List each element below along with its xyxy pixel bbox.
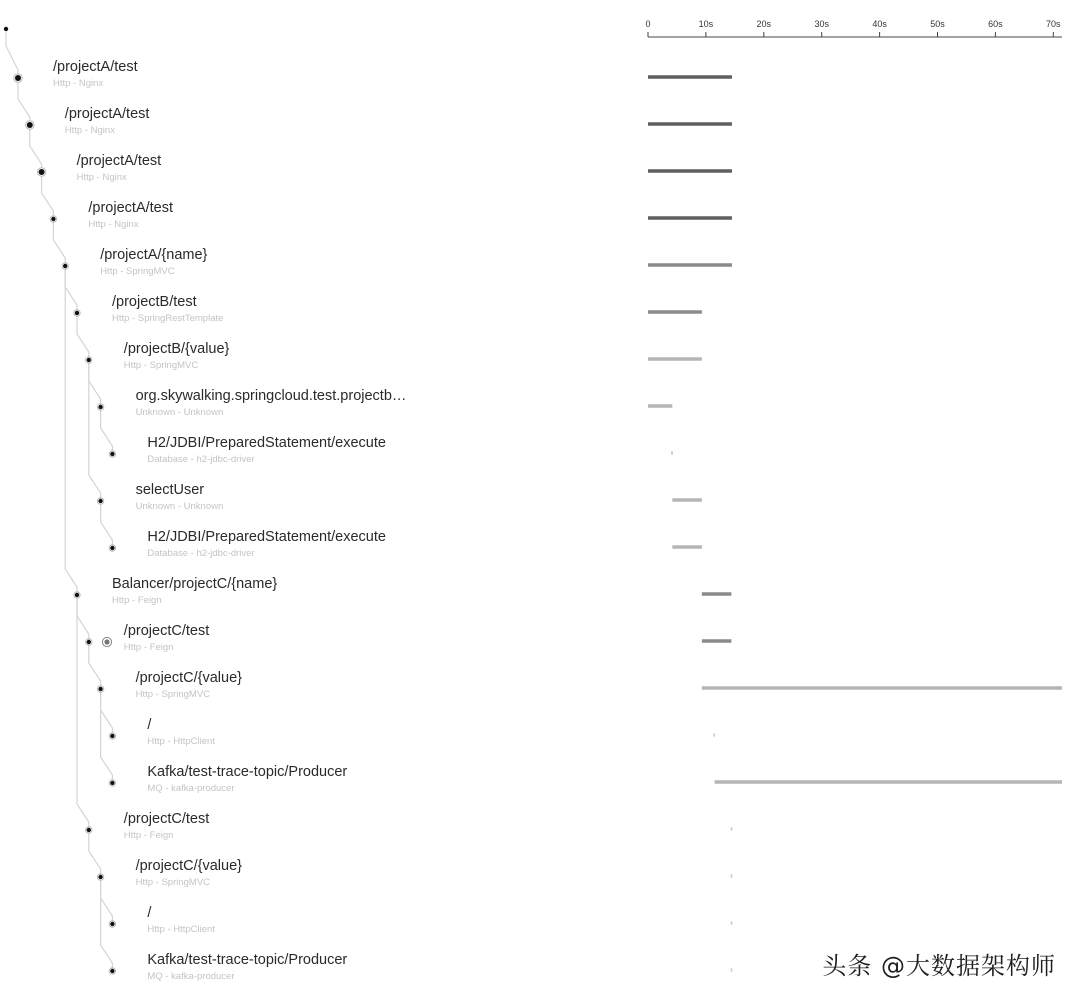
span-title: /: [147, 905, 152, 921]
span-subtitle: Http - Feign: [123, 830, 174, 841]
span-title: /projectC/{value}: [135, 858, 242, 874]
axis-tick-label: 40s: [872, 19, 887, 29]
span-title: /projectA/test: [76, 153, 162, 169]
span-title: /projectA/test: [88, 200, 174, 216]
axis-tick-label: 50s: [930, 19, 945, 29]
root-node: [4, 27, 8, 31]
span-title: selectUser: [135, 482, 205, 498]
span-title: /projectA/{name}: [100, 247, 208, 263]
span-row[interactable]: [0, 528, 630, 574]
span-row[interactable]: [0, 575, 630, 621]
span-row[interactable]: [0, 857, 630, 903]
span-row[interactable]: [0, 246, 630, 292]
span-subtitle: MQ - kafka-producer: [147, 783, 235, 794]
span-row[interactable]: [0, 763, 630, 809]
span-subtitle: Http - Nginx: [88, 219, 139, 230]
span-subtitle: Http - SpringMVC: [135, 877, 211, 888]
span-subtitle: Http - HttpClient: [147, 736, 215, 747]
span-row[interactable]: [0, 951, 630, 997]
span-subtitle: Unknown - Unknown: [135, 501, 224, 512]
span-subtitle: MQ - kafka-producer: [147, 971, 235, 982]
span-row[interactable]: [0, 434, 630, 480]
span-row[interactable]: [0, 199, 630, 245]
watermark: 头条 @大数据架构师: [822, 952, 1056, 980]
span-title: H2/JDBI/PreparedStatement/execute: [147, 529, 386, 545]
span-row[interactable]: [0, 716, 630, 762]
span-title: H2/JDBI/PreparedStatement/execute: [147, 435, 386, 451]
span-subtitle: Http - SpringMVC: [100, 266, 175, 277]
span-title: /projectB/{value}: [123, 341, 230, 357]
span-title: Balancer/projectC/{name}: [112, 576, 278, 592]
span-subtitle: Http - SpringMVC: [123, 360, 199, 371]
span-row[interactable]: [0, 387, 630, 433]
span-row[interactable]: [0, 105, 630, 151]
span-title: /projectB/test: [112, 294, 197, 310]
axis-tick-label: 10s: [698, 19, 714, 29]
span-row[interactable]: [0, 622, 630, 668]
span-subtitle: Http - Nginx: [53, 78, 104, 89]
span-title: /projectA/test: [64, 106, 150, 122]
span-title: /projectC/test: [123, 811, 210, 827]
span-subtitle: Http - HttpClient: [147, 924, 215, 935]
axis-tick-label: 30s: [814, 19, 829, 29]
span-title: /projectC/test: [123, 623, 210, 639]
span-row[interactable]: [0, 152, 630, 198]
span-row[interactable]: [0, 293, 630, 339]
span-title: org.skywalking.springcloud.test.projectb…: [135, 388, 407, 404]
span-subtitle: Http - SpringRestTemplate: [112, 313, 224, 324]
span-title: Kafka/test-trace-topic/Producer: [147, 952, 348, 968]
span-row[interactable]: [0, 58, 630, 104]
span-subtitle: Unknown - Unknown: [135, 407, 224, 418]
axis-tick-label: 20s: [756, 19, 772, 29]
axis-tick-label: 60s: [988, 19, 1003, 29]
span-subtitle: Http - Feign: [112, 595, 162, 606]
span-subtitle: Database - h2-jdbc-driver: [147, 548, 255, 559]
span-row[interactable]: [0, 340, 630, 386]
span-title: Kafka/test-trace-topic/Producer: [147, 764, 348, 780]
span-subtitle: Database - h2-jdbc-driver: [147, 454, 255, 465]
span-row[interactable]: [0, 481, 630, 527]
span-title: /projectA/test: [53, 59, 138, 75]
axis-tick-label: 0: [645, 19, 651, 29]
span-row[interactable]: [0, 904, 630, 950]
span-subtitle: Http - Nginx: [64, 125, 115, 136]
axis-tick-label: 70s: [1046, 19, 1061, 29]
span-title: /: [147, 717, 152, 733]
span-subtitle: Http - Feign: [123, 642, 174, 653]
span-row[interactable]: [0, 669, 630, 715]
span-subtitle: Http - Nginx: [76, 172, 127, 183]
span-subtitle: Http - SpringMVC: [135, 689, 211, 700]
span-title: /projectC/{value}: [135, 670, 242, 686]
span-row[interactable]: [0, 810, 630, 856]
